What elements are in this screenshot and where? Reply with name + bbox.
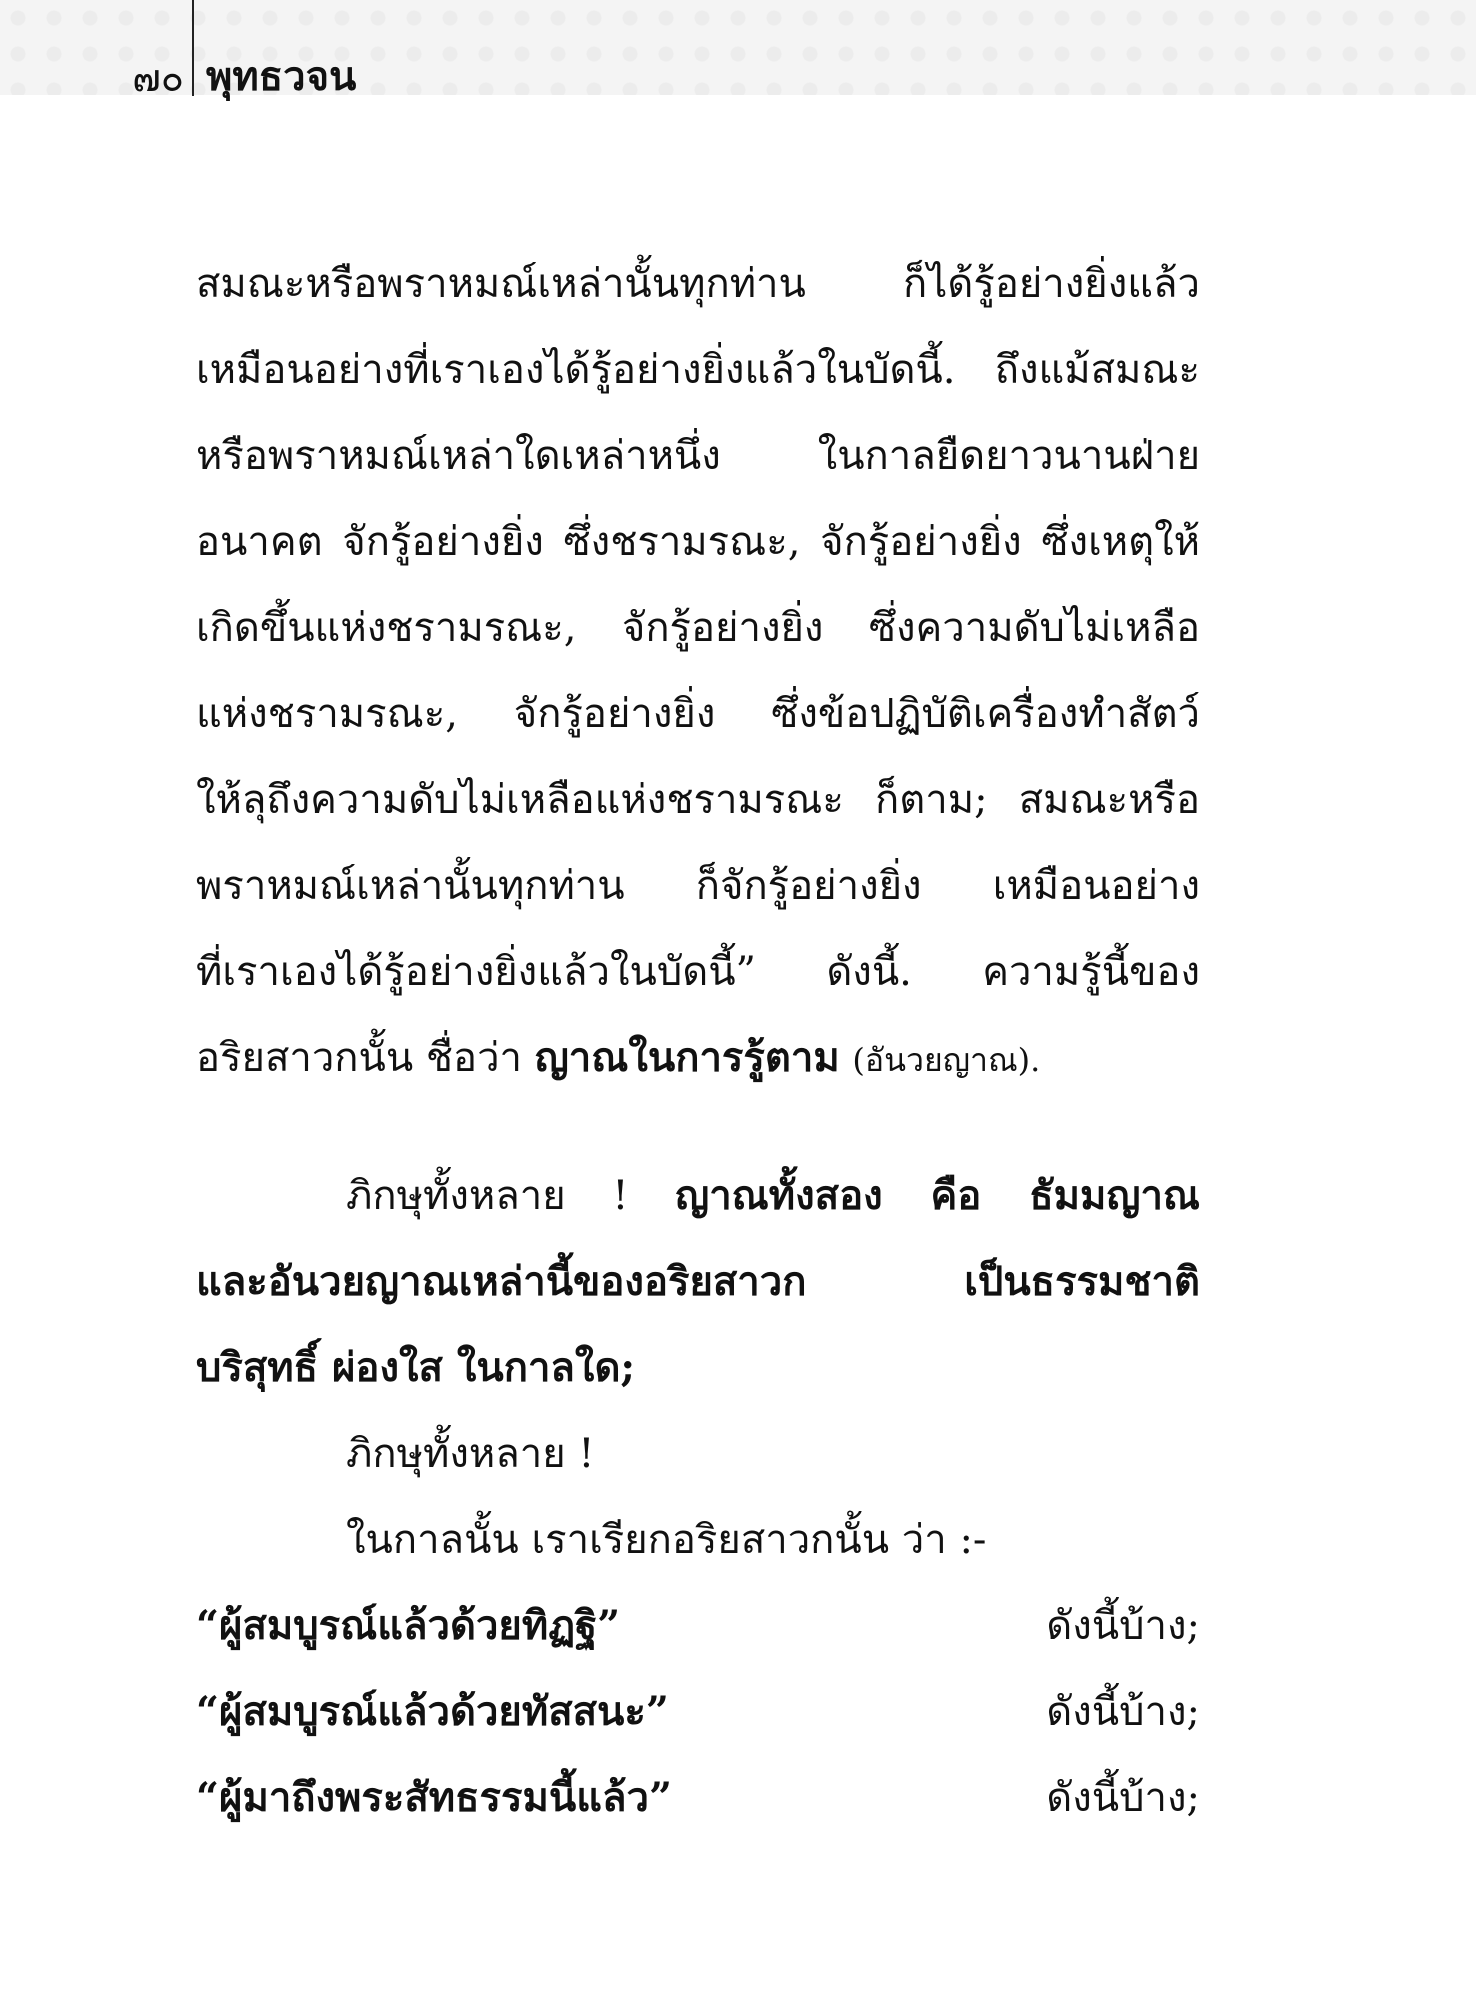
epithet-tail: ดังนี้บ้าง;	[1046, 1603, 1200, 1649]
text-line: พราหมณ์เหล่านั้นทุกท่าน ก็จักรู้อย่างยิ่ง เหมือนอย่าง	[196, 863, 1200, 909]
plain-text: อริยสาวกนั้น ชื่อว่า	[196, 1035, 522, 1081]
text-line	[196, 1153, 1200, 1239]
epithet-quote: “ผู้มาถึงพระสัทธรรมนี้แล้ว”	[196, 1774, 672, 1821]
bold-line: และอันวยญาณเหล่านี้ของอริยสาวก เป็นธรรมชาติ	[196, 1258, 1200, 1305]
page-number: ๗๐	[132, 56, 184, 100]
text-line: หรือพราหมณ์เหล่าใดเหล่าหนึ่ง ในกาลยืดยาวนานฝ่าย	[196, 433, 1200, 479]
text-line-last	[196, 1015, 1200, 1103]
bold-term: ญาณในการรู้ตาม	[534, 1034, 840, 1081]
epithet-tail: ดังนี้บ้าง;	[1046, 1689, 1200, 1735]
text-line: ให้ลุถึงความดับไม่เหลือแห่งชรามรณะ ก็ตาม; สมณะหรือ	[196, 777, 1200, 823]
intro-line: ในกาลนั้น เราเรียกอริยสาวกนั้น ว่า :-	[346, 1517, 987, 1563]
bold-text: ญาณทั้งสอง คือ ธัมมญาณ	[675, 1172, 1201, 1219]
text-line: อนาคต จักรู้อย่างยิ่ง ซึ่งชรามรณะ, จักรู้อย่างยิ่ง ซึ่งเหตุให้	[196, 519, 1200, 565]
term-gloss: (อันวยญาณ).	[852, 1041, 1041, 1079]
address-line: ภิกษุทั้งหลาย !	[346, 1431, 595, 1477]
text-line: แห่งชรามรณะ, จักรู้อย่างยิ่ง ซึ่งข้อปฏิบัติเครื่องทำสัตว์	[196, 691, 1200, 737]
epithet-tail: ดังนี้บ้าง;	[1046, 1775, 1200, 1821]
text-line: สมณะหรือพราหมณ์เหล่านั้นทุกท่าน ก็ได้รู้อย่างยิ่งแล้ว	[196, 261, 1200, 307]
text-line: เกิดขึ้นแห่งชรามรณะ, จักรู้อย่างยิ่ง ซึ่งความดับไม่เหลือ	[196, 605, 1200, 651]
header-divider	[192, 0, 194, 96]
running-title: พุทธวจน	[206, 53, 357, 100]
paragraph-1	[196, 241, 1200, 1103]
text-line: ที่เราเองได้รู้อย่างยิ่งแล้วในบัดนี้” ดังนี้. ความรู้นี้ของ	[196, 949, 1200, 995]
text-line: เหมือนอย่างที่เราเองได้รู้อย่างยิ่งแล้วในบัดนี้. ถึงแม้สมณะ	[196, 347, 1200, 393]
bold-line: บริสุทธิ์ ผ่องใส ในกาลใด;	[196, 1344, 636, 1391]
epithet-row	[196, 1583, 1200, 1669]
epithet-row	[196, 1669, 1200, 1755]
paragraph-2	[196, 1153, 1200, 1583]
epithet-quote: “ผู้สมบูรณ์แล้วด้วยทิฏฐิ”	[196, 1602, 621, 1649]
epithet-row	[196, 1755, 1200, 1841]
address-text: ภิกษุทั้งหลาย !	[346, 1173, 629, 1219]
epithet-quote: “ผู้สมบูรณ์แล้วด้วยทัสสนะ”	[196, 1688, 669, 1735]
